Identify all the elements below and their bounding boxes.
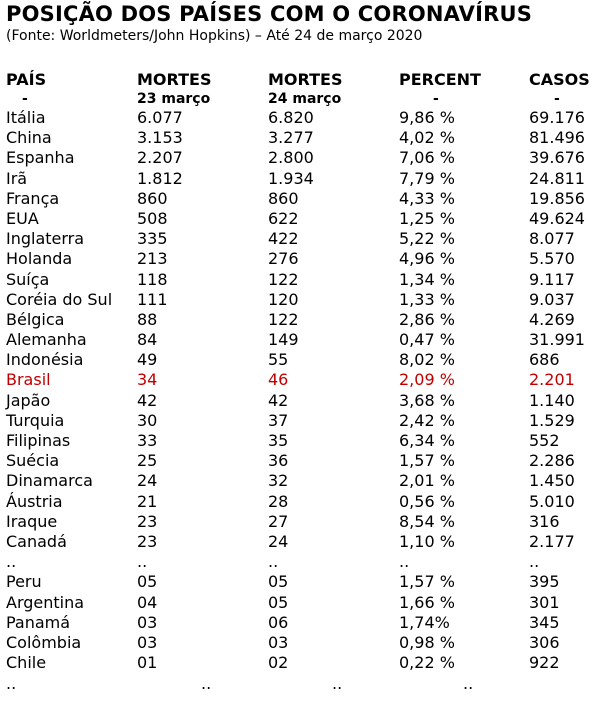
percent-cell: 0,56 % [399,491,455,511]
percent-cell: 2,01 % [399,471,455,491]
deaths-24-cell: 276 [268,249,299,269]
deaths-23-cell: 860 [137,188,168,208]
percent-cell: 6,34 % [399,431,455,450]
country-cell: Panamá [6,612,71,632]
deaths-24-cell: 05 [268,572,289,592]
deaths-24-cell: 122 [268,269,299,289]
table-row [0,411,606,431]
deaths-23-cell: 118 [137,269,168,289]
percent-cell: 4,02 % [399,128,455,148]
page-subtitle: (Fonte: Worldmeters/John Hopkins) – Até 24 de março 2020 [6,28,423,44]
deaths-24-cell: 36 [268,451,289,471]
table-row [0,270,606,290]
table-row [0,330,606,350]
cases-cell: 2.201 [529,370,575,390]
country-cell: Bélgica [6,309,65,329]
table-row [0,189,606,209]
cases-cell: 345 [529,612,560,632]
percent-cell: 7,79 % [399,168,455,188]
deaths-23-cell: 88 [137,309,158,329]
country-cell: EUA [6,208,39,228]
header-pais: PAÍS [6,70,47,89]
deaths-24-cell: 02 [268,653,289,673]
continuation-dots: .. [201,674,212,694]
header-mortes-24: MORTES [268,70,343,89]
subheader-pais: - [22,91,28,107]
cases-cell: 8.077 [529,229,575,249]
deaths-23-cell: 508 [137,208,168,228]
table-row [0,310,606,330]
continuation-row [0,673,606,695]
deaths-24-cell: 55 [268,350,289,370]
deaths-24-cell: 37 [268,410,289,430]
deaths-23-cell: 213 [137,249,168,269]
country-table [0,108,606,695]
table-row [0,391,606,411]
table-row [0,350,606,370]
deaths-24-cell: 3.277 [268,128,314,148]
table-row [0,552,606,572]
country-cell: Iraque [6,511,58,531]
cases-cell: 395 [529,572,560,592]
table-row [0,532,606,552]
table-row [0,653,606,673]
country-cell: Irã [6,168,28,188]
percent-cell: 1,33 % [399,289,455,309]
percent-cell: 4,96 % [399,249,455,269]
country-cell: Brasil [6,370,51,390]
table-row [0,128,606,148]
deaths-24-cell: 35 [268,431,289,450]
cases-cell: 922 [529,653,560,673]
deaths-23-cell: 49 [137,350,158,370]
deaths-24-cell: 422 [268,229,299,249]
table-row [0,431,606,451]
table-row [0,290,606,310]
percent-cell: 3,68 % [399,390,455,410]
deaths-23-cell: 84 [137,330,158,350]
cases-cell: 69.176 [529,108,585,127]
percent-cell: 7,06 % [399,148,455,168]
table-row [0,229,606,249]
percent-cell: 1,25 % [399,208,455,228]
cases-cell: 1.529 [529,410,575,430]
deaths-24-cell: 05 [268,592,289,612]
country-cell: Filipinas [6,431,71,450]
table-row [0,471,606,491]
table-row [0,492,606,512]
country-cell: Peru [6,572,42,592]
country-cell: .. [6,552,17,572]
percent-cell: 1,66 % [399,592,455,612]
cases-cell: 1.450 [529,471,575,491]
percent-cell: .. [399,552,410,572]
country-cell: Canadá [6,531,67,551]
deaths-24-cell: 06 [268,612,289,632]
table-row [0,209,606,229]
header-mortes-23: MORTES [137,70,212,89]
cases-cell: 5.010 [529,491,575,511]
subheader-casos: - [554,91,560,107]
continuation-dots: .. [332,674,343,694]
deaths-24-cell: 46 [268,370,289,390]
deaths-23-cell: 23 [137,511,158,531]
percent-cell: 4,33 % [399,188,455,208]
country-cell: Inglaterra [6,229,85,249]
cases-cell: 552 [529,431,560,450]
cases-cell: 24.811 [529,168,585,188]
deaths-23-cell: 42 [137,390,158,410]
continuation-dots: .. [6,674,17,694]
country-cell: Áustria [6,491,63,511]
country-cell: Argentina [6,592,85,612]
deaths-24-cell: 860 [268,188,299,208]
subheader-mortes-24: 24 março [268,91,342,107]
table-row [0,108,606,128]
deaths-24-cell: 6.820 [268,108,314,127]
cases-cell: 9.037 [529,289,575,309]
header-percent: PERCENT [399,70,481,89]
table-row [0,169,606,189]
table-row [0,512,606,532]
deaths-23-cell: 01 [137,653,158,673]
deaths-24-cell: 149 [268,330,299,350]
percent-cell: 5,22 % [399,229,455,249]
deaths-23-cell: 33 [137,431,158,450]
cases-cell: 686 [529,350,560,370]
country-cell: Japão [6,390,51,410]
cases-cell: 49.624 [529,208,585,228]
percent-cell: 0,22 % [399,653,455,673]
table-row [0,370,606,390]
deaths-23-cell: 25 [137,451,158,471]
deaths-23-cell: 2.207 [137,148,183,168]
deaths-23-cell: 03 [137,612,158,632]
percent-cell: 1,74% [399,612,450,632]
table-row [0,633,606,653]
country-cell: Itália [6,108,46,127]
percent-cell: 9,86 % [399,108,455,127]
header-casos: CASOS [529,70,590,89]
cases-cell: 81.496 [529,128,585,148]
table-row [0,249,606,269]
deaths-24-cell: 2.800 [268,148,314,168]
percent-cell: 8,54 % [399,511,455,531]
percent-cell: 1,57 % [399,451,455,471]
percent-cell: 0,98 % [399,632,455,652]
table-row [0,451,606,471]
percent-cell: 1,34 % [399,269,455,289]
deaths-23-cell: 21 [137,491,158,511]
country-cell: China [6,128,52,148]
cases-cell: .. [529,552,540,572]
table-row [0,613,606,633]
deaths-24-cell: 122 [268,309,299,329]
deaths-23-cell: 30 [137,410,158,430]
percent-cell: 1,10 % [399,531,455,551]
country-cell: Coréia do Sul [6,289,113,309]
page-title: POSIÇÃO DOS PAÍSES COM O CORONAVÍRUS [6,2,533,26]
cases-cell: 19.856 [529,188,585,208]
cases-cell: 2.286 [529,451,575,471]
country-cell: Holanda [6,249,73,269]
continuation-dots: .. [463,674,474,694]
country-cell: Turquia [6,410,65,430]
percent-cell: 2,09 % [399,370,455,390]
deaths-24-cell: 03 [268,632,289,652]
cases-cell: 39.676 [529,148,585,168]
country-cell: Alemanha [6,330,87,350]
table-row [0,572,606,592]
deaths-24-cell: 120 [268,289,299,309]
cases-cell: 9.117 [529,269,575,289]
deaths-23-cell: 04 [137,592,158,612]
deaths-24-cell: 28 [268,491,289,511]
deaths-23-cell: 3.153 [137,128,183,148]
table-row [0,148,606,168]
country-cell: Dinamarca [6,471,93,491]
percent-cell: 2,42 % [399,410,455,430]
country-cell: Chile [6,653,47,673]
deaths-23-cell: 34 [137,370,158,390]
deaths-24-cell: 32 [268,471,289,491]
country-cell: Espanha [6,148,75,168]
country-cell: Colômbia [6,632,82,652]
deaths-23-cell: 111 [137,289,168,309]
deaths-23-cell: 6.077 [137,108,183,127]
cases-cell: 306 [529,632,560,652]
percent-cell: 0,47 % [399,330,455,350]
deaths-24-cell: 622 [268,208,299,228]
cases-cell: 5.570 [529,249,575,269]
deaths-23-cell: 335 [137,229,168,249]
deaths-23-cell: 23 [137,531,158,551]
deaths-23-cell: 1.812 [137,168,183,188]
deaths-24-cell: 24 [268,531,289,551]
deaths-24-cell: 27 [268,511,289,531]
deaths-23-cell: .. [137,552,148,572]
deaths-24-cell: 1.934 [268,168,314,188]
country-cell: Suécia [6,451,60,471]
percent-cell: 2,86 % [399,309,455,329]
deaths-23-cell: 24 [137,471,158,491]
deaths-23-cell: 05 [137,572,158,592]
deaths-23-cell: 03 [137,632,158,652]
cases-cell: 1.140 [529,390,575,410]
subheader-mortes-23: 23 março [137,91,211,107]
country-cell: Indonésia [6,350,84,370]
percent-cell: 8,02 % [399,350,455,370]
cases-cell: 301 [529,592,560,612]
subheader-percent: - [433,91,439,107]
deaths-24-cell: .. [268,552,279,572]
country-cell: Suíça [6,269,50,289]
deaths-24-cell: 42 [268,390,289,410]
cases-cell: 316 [529,511,560,531]
cases-cell: 4.269 [529,309,575,329]
cases-cell: 31.991 [529,330,585,350]
country-cell: França [6,188,60,208]
table-row [0,593,606,613]
cases-cell: 2.177 [529,531,575,551]
percent-cell: 1,57 % [399,572,455,592]
